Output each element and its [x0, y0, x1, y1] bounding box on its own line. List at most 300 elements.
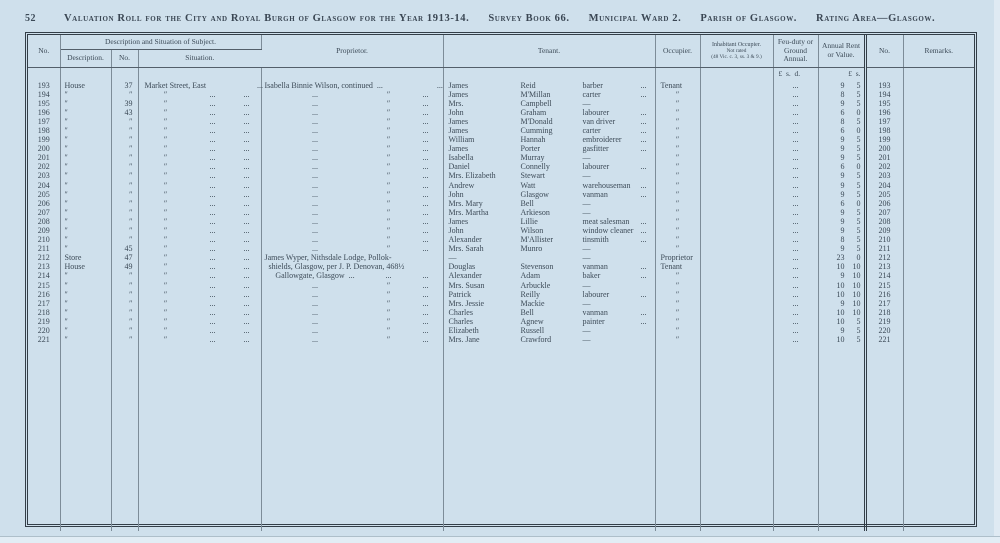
situation-cell: ″ — [163, 162, 168, 172]
tenant-forename: Mrs. Jessie — [448, 298, 485, 308]
header-tenant: Tenant. — [443, 35, 655, 67]
proprietor-cell: ... — [312, 162, 318, 172]
description-cell: ″ — [64, 98, 68, 108]
tenant-forename: Charles — [448, 316, 473, 326]
occupier-cell: ″ — [675, 171, 680, 181]
situation-dots: ... — [243, 89, 250, 99]
feu-duty-cell: ... — [792, 98, 799, 108]
row-no: 214 — [37, 271, 50, 281]
table-row — [28, 308, 974, 317]
situation-cell: ″ — [163, 216, 168, 226]
street-no-cell: ″ — [129, 289, 133, 299]
tenant-dots: ... — [640, 89, 647, 99]
proprietor-cell: ... — [312, 180, 318, 190]
table-row — [28, 253, 974, 262]
table-row — [28, 208, 974, 217]
occupier-cell: ″ — [675, 226, 680, 235]
tenant-occupation: — — [582, 171, 591, 181]
tenant-dots: ... — [640, 307, 647, 317]
row-no: 207 — [37, 207, 50, 217]
tenant-surname: M'Donald — [520, 116, 553, 126]
tenant-occupation: — — [582, 153, 591, 163]
situation-dots: ... — [243, 171, 250, 181]
row-no-right: 206 — [878, 198, 891, 208]
tenant-dots: ... — [640, 189, 647, 199]
proprietor-cell: Gallowgate, Glasgow ... — [275, 271, 355, 281]
row-no-right: 217 — [878, 298, 891, 308]
row-no-right: 218 — [878, 307, 891, 317]
rent-pounds: 9 — [840, 298, 845, 308]
occupier-cell: Tenant — [660, 262, 683, 272]
situation-dots: ... — [209, 262, 216, 272]
proprietor-dots: ″ — [386, 153, 391, 163]
proprietor-dots: ″ — [386, 289, 391, 299]
proprietor-dots: ″ — [386, 226, 391, 235]
feu-duty-cell: ... — [792, 298, 799, 308]
tenant-surname: M'Allister — [520, 235, 554, 245]
tenant-forename: James — [448, 116, 469, 126]
proprietor-dots: ... — [422, 235, 429, 245]
proprietor-cell: ... — [312, 171, 318, 181]
row-no: 198 — [37, 125, 50, 135]
tenant-forename: Isabella — [448, 153, 474, 163]
proprietor-dots: ... — [422, 125, 429, 135]
occupier-cell: ″ — [675, 116, 680, 126]
description-cell: ″ — [64, 216, 68, 226]
currency-row — [28, 67, 974, 81]
proprietor-dots: ... — [422, 98, 429, 108]
situation-dots: ... — [243, 326, 250, 336]
rent-shillings: 5 — [856, 326, 861, 336]
occupier-cell: ″ — [675, 135, 680, 145]
rent-shillings: 5 — [856, 189, 861, 199]
tenant-occupation: gasfitter — [582, 144, 609, 154]
situation-dots: ... — [243, 144, 250, 154]
tenant-forename: John — [448, 107, 464, 117]
rent-shillings: 5 — [856, 180, 861, 190]
situation-cell: ″ — [163, 326, 168, 336]
proprietor-dots: ... — [422, 326, 429, 336]
situation-dots: ... — [243, 98, 250, 108]
table-row — [28, 117, 974, 126]
description-cell: ″ — [64, 125, 68, 135]
tenant-surname: Russell — [520, 326, 545, 336]
feu-duty-cell: ... — [792, 107, 799, 117]
rent-shillings: 0 — [856, 107, 861, 117]
header-situation: Situation. — [138, 49, 261, 67]
situation-cell: ″ — [163, 298, 168, 308]
feu-duty-cell: ... — [792, 235, 799, 245]
page-header — [25, 8, 985, 26]
feu-duty-cell: ... — [792, 135, 799, 145]
tenant-surname: Lillie — [520, 216, 538, 226]
tenant-forename: Charles — [448, 307, 473, 317]
row-no: 220 — [37, 326, 50, 336]
situation-dots: ... — [209, 89, 216, 99]
table-row — [28, 190, 974, 199]
table-row — [28, 290, 974, 299]
feu-duty-cell: ... — [792, 171, 799, 181]
rent-pounds: 9 — [840, 171, 845, 181]
tenant-surname — [521, 253, 583, 262]
situation-cell: ″ — [163, 207, 168, 217]
proprietor-cell: Isabella Binnie Wilson, continued ... — [264, 80, 383, 90]
tenant-occupation: labourer — [582, 162, 610, 172]
tenant-occupation: — — [582, 298, 591, 308]
tenant-dots — [641, 335, 651, 344]
row-no-right: 205 — [878, 189, 891, 199]
street-no-cell: ″ — [129, 125, 133, 135]
situation-dots: ... — [209, 326, 216, 336]
situation-dots: ... — [243, 235, 250, 245]
proprietor-dots: ... — [436, 80, 443, 90]
tenant-dots — [641, 326, 651, 335]
situation-dots: ... — [209, 153, 216, 163]
feu-duty-cell: ... — [792, 280, 799, 290]
tenant-forename: Mrs. Mary — [448, 198, 483, 208]
situation-dots: ... — [243, 307, 250, 317]
description-cell: ″ — [64, 171, 68, 181]
row-no-right: 207 — [878, 207, 891, 217]
occupier-cell: ″ — [675, 307, 680, 317]
table-row — [28, 108, 974, 117]
tenant-forename: — — [448, 253, 457, 263]
table-row — [28, 99, 974, 108]
proprietor-cell: ... — [312, 298, 318, 308]
row-no-right: 203 — [878, 171, 891, 181]
proprietor-cell: ... — [312, 316, 318, 326]
situation-cell: ″ — [163, 262, 168, 272]
tenant-dots: ... — [640, 235, 647, 245]
rent-shillings: 10 — [852, 262, 861, 272]
proprietor-cell: ... — [312, 116, 318, 126]
street-no-cell: 39 — [124, 98, 133, 108]
situation-dots: ... — [243, 116, 250, 126]
rent-pounds: 9 — [840, 189, 845, 199]
tenant-occupation: warehouseman — [582, 180, 631, 190]
feu-duty-cell: ... — [792, 180, 799, 190]
tenant-forename: Alexander — [448, 271, 482, 281]
tenant-occupation: — — [582, 198, 591, 208]
tenant-dots: ... — [640, 144, 647, 154]
table-row — [28, 199, 974, 208]
tenant-forename: James — [448, 216, 469, 226]
situation-dots: ... — [209, 162, 216, 172]
proprietor-dots: ... — [422, 107, 429, 117]
table-row — [28, 326, 974, 335]
proprietor-cell: ... — [312, 98, 318, 108]
tenant-occupation: — — [582, 280, 591, 290]
tenant-surname: Stevenson — [520, 262, 554, 272]
occupier-cell: ″ — [675, 89, 680, 99]
proprietor-cell: ... — [312, 189, 318, 199]
proprietor-dots: ″ — [386, 244, 391, 254]
rent-pounds: 9 — [840, 207, 845, 217]
rent-pounds: 6 — [840, 107, 845, 117]
tenant-forename: James — [448, 89, 469, 99]
feu-duty-cell: ... — [792, 289, 799, 299]
proprietor-dots: ″ — [386, 180, 391, 190]
street-no-cell: ″ — [129, 271, 133, 281]
proprietor-dots: ″ — [386, 298, 391, 308]
situation-cell: ″ — [163, 271, 168, 281]
occupier-cell: ″ — [675, 207, 680, 217]
rent-pounds: 9 — [840, 80, 845, 90]
situation-dots: ... — [243, 180, 250, 190]
description-cell: ″ — [64, 226, 68, 235]
feu-duty-cell: ... — [792, 207, 799, 217]
proprietor-dots: ″ — [386, 280, 391, 290]
feu-duty-cell: ... — [792, 226, 799, 235]
rent-pounds: 6 — [840, 198, 845, 208]
occupier-cell: ″ — [675, 189, 680, 199]
tenant-surname: Wilson — [520, 226, 544, 235]
tenant-occupation: baker — [582, 271, 601, 281]
rent-pounds: 9 — [840, 135, 845, 145]
rent-shillings: 5 — [856, 89, 861, 99]
header-inhabitant-occupier: Inhabitant Occupier. Not rated (48 Vic. c. 3, ss. 3 & 9.) — [700, 35, 773, 67]
occupier-cell: ″ — [675, 235, 680, 245]
tenant-surname: Graham — [520, 107, 547, 117]
proprietor-dots: ″ — [386, 198, 391, 208]
table-row — [28, 217, 974, 226]
tenant-dots: ... — [640, 107, 647, 117]
proprietor-dots: ″ — [386, 171, 391, 181]
situation-dots: ... — [209, 335, 216, 345]
rent-pounds: 9 — [840, 98, 845, 108]
row-no: 204 — [37, 180, 50, 190]
tenant-occupation: carter — [582, 125, 601, 135]
proprietor-dots: ... — [422, 298, 429, 308]
street-no-cell: ″ — [129, 316, 133, 326]
situation-cell: ″ — [163, 307, 168, 317]
tenant-dots: ... — [640, 80, 647, 90]
rent-shillings: 5 — [856, 135, 861, 145]
row-no: 196 — [37, 107, 50, 117]
proprietor-dots: ″ — [386, 326, 391, 336]
proprietor-dots: ... — [422, 198, 429, 208]
tenant-occupation: — — [582, 253, 591, 263]
proprietor-dots: ″ — [386, 307, 391, 317]
table-header — [28, 35, 974, 67]
situation-dots: ... — [209, 244, 216, 254]
situation-dots: ... — [243, 226, 250, 235]
description-cell: ″ — [64, 326, 68, 336]
description-cell: ″ — [64, 107, 68, 117]
row-no-right: 216 — [878, 289, 891, 299]
proprietor-dots: ... — [422, 162, 429, 172]
feu-duty-cell: ... — [792, 316, 799, 326]
situation-dots: ... — [243, 189, 250, 199]
row-no: 205 — [37, 189, 50, 199]
occupier-cell: ″ — [675, 162, 680, 172]
feu-duty-cell: ... — [792, 80, 799, 90]
street-no-cell: ″ — [129, 180, 133, 190]
situation-dots: ... — [209, 216, 216, 226]
proprietor-cell: ... — [312, 144, 318, 154]
row-no: 217 — [37, 298, 50, 308]
rent-pounds: 6 — [840, 162, 845, 172]
tenant-surname: Hannah — [520, 135, 546, 145]
proprietor-dots: ″ — [386, 116, 391, 126]
tenant-forename: Mrs. Susan — [448, 280, 485, 290]
table-row — [28, 299, 974, 308]
street-no-cell: ″ — [129, 198, 133, 208]
feu-duty-cell: ... — [792, 198, 799, 208]
street-no-cell: 45 — [124, 244, 133, 254]
situation-dots: ... — [243, 253, 250, 263]
row-no: 215 — [37, 280, 50, 290]
situation-cell: ″ — [163, 116, 168, 126]
tenant-dots: ... — [640, 226, 647, 235]
tenant-forename: James — [448, 125, 469, 135]
situation-dots: ... — [243, 153, 250, 163]
situation-dots: ... — [243, 271, 250, 281]
row-no: 212 — [37, 253, 50, 263]
rent-pounds: 10 — [836, 335, 845, 345]
header-occupier: Occupier. — [655, 35, 700, 67]
street-no-cell: ″ — [129, 116, 133, 126]
occupier-cell: ″ — [675, 180, 680, 190]
description-cell: ″ — [64, 189, 68, 199]
tenant-dots — [641, 171, 651, 180]
feu-duty-cell: ... — [792, 307, 799, 317]
proprietor-dots: ... — [422, 189, 429, 199]
table-row — [28, 281, 974, 290]
situation-dots: ... — [209, 280, 216, 290]
tenant-dots — [641, 281, 651, 290]
situation-dots: ... — [209, 235, 216, 245]
proprietor-dots: ... — [422, 335, 429, 345]
row-no: 219 — [37, 316, 50, 326]
tenant-surname: Connelly — [520, 162, 550, 172]
street-no-cell: 37 — [124, 80, 133, 90]
situation-dots: ... — [243, 107, 250, 117]
rent-pounds: 9 — [840, 326, 845, 336]
table-row — [28, 153, 974, 162]
situation-dots: ... — [243, 216, 250, 226]
situation-cell: ″ — [163, 280, 168, 290]
tenant-surname: Mackie — [520, 298, 545, 308]
street-no-cell: ″ — [129, 171, 133, 181]
description-cell: ″ — [64, 207, 68, 217]
description-cell: ″ — [64, 289, 68, 299]
rent-shillings: 5 — [856, 171, 861, 181]
rent-shillings: 5 — [856, 335, 861, 345]
tenant-occupation: labourer — [582, 289, 610, 299]
rent-shillings: 10 — [852, 307, 861, 317]
feu-duty-cell: ... — [792, 262, 799, 272]
feu-duty-cell: ... — [792, 335, 799, 345]
tenant-dots: ... — [640, 262, 647, 272]
tenant-forename: Mrs. Elizabeth — [448, 171, 496, 181]
rent-shillings: 10 — [852, 271, 861, 281]
tenant-surname: Campbell — [520, 98, 552, 108]
feu-duty-cell: ... — [792, 144, 799, 154]
rent-shillings: 10 — [852, 298, 861, 308]
tenant-surname: Reilly — [520, 289, 541, 299]
rent-pounds: 10 — [836, 280, 845, 290]
rent-shillings: 5 — [856, 144, 861, 154]
rent-shillings: 0 — [856, 125, 861, 135]
rent-pounds: 9 — [840, 244, 845, 254]
proprietor-dots: ... — [422, 207, 429, 217]
tenant-dots: ... — [640, 116, 647, 126]
description-cell: ″ — [64, 244, 68, 254]
table-row — [28, 235, 974, 244]
rent-shillings: 5 — [856, 98, 861, 108]
proprietor-dots: ... — [422, 244, 429, 254]
occupier-cell: Proprietor — [660, 253, 693, 263]
proprietor-dots: ... — [422, 271, 429, 281]
rent-shillings: 5 — [856, 235, 861, 245]
tenant-occupation: — — [582, 244, 591, 254]
tenant-surname: Reid — [520, 80, 536, 90]
row-no: 221 — [37, 335, 50, 345]
rent-shillings: 5 — [856, 216, 861, 226]
rent-shillings: 10 — [852, 289, 861, 299]
tenant-occupation: carter — [582, 89, 601, 99]
tenant-dots: ... — [640, 125, 647, 135]
description-cell: ″ — [64, 235, 68, 245]
occupier-cell: ″ — [675, 326, 680, 336]
row-no: 199 — [37, 135, 50, 145]
header-no-right: No. — [865, 35, 903, 67]
tenant-forename: Mrs. Jane — [448, 335, 480, 345]
tenant-occupation: embroiderer — [582, 135, 622, 145]
rent-pounds: 9 — [840, 216, 845, 226]
feu-duty-cell: ... — [792, 162, 799, 172]
tenant-dots — [641, 253, 651, 262]
rent-pounds: 10 — [836, 289, 845, 299]
proprietor-dots: ″ — [386, 107, 391, 117]
proprietor-dots: ... — [422, 307, 429, 317]
feu-duty-cell: ... — [792, 89, 799, 99]
description-cell: ″ — [64, 144, 68, 154]
proprietor-dots: ″ — [386, 235, 391, 245]
header-remarks: Remarks. — [903, 35, 974, 67]
street-no-cell: ″ — [129, 216, 133, 226]
proprietor-cell: shields, Glasgow, per J. P. Denovan, 468½ — [264, 262, 405, 272]
row-no-right: 208 — [878, 216, 891, 226]
row-no-right: 199 — [878, 135, 891, 145]
rent-currency-label: £ s. — [818, 67, 865, 81]
tenant-surname: Glasgow — [520, 189, 549, 199]
proprietor-dots: ... — [385, 271, 392, 281]
tenant-occupation: van driver — [582, 116, 616, 126]
proprietor-cell: ... — [312, 207, 318, 217]
situation-dots: ... — [209, 98, 216, 108]
tenant-forename: Douglas — [448, 262, 476, 272]
proprietor-cell: ... — [312, 153, 318, 163]
tenant-occupation: barber — [582, 80, 603, 90]
description-cell: ″ — [64, 162, 68, 172]
rent-pounds: 9 — [840, 226, 845, 235]
description-cell: ″ — [64, 298, 68, 308]
proprietor-dots: ″ — [386, 89, 391, 99]
tenant-occupation: window cleaner — [582, 226, 634, 235]
street-no-cell: ″ — [129, 335, 133, 345]
row-no: 203 — [37, 171, 50, 181]
rent-shillings: 5 — [856, 316, 861, 326]
table-row — [28, 162, 974, 171]
situation-cell: ″ — [163, 244, 168, 254]
tenant-occupation: — — [582, 335, 591, 345]
title-parish: Parish of Glasgow. — [700, 13, 798, 24]
header-proprietor: Proprietor. — [261, 35, 443, 67]
situation-dots: ... — [209, 107, 216, 117]
situation-dots: ... — [209, 125, 216, 135]
